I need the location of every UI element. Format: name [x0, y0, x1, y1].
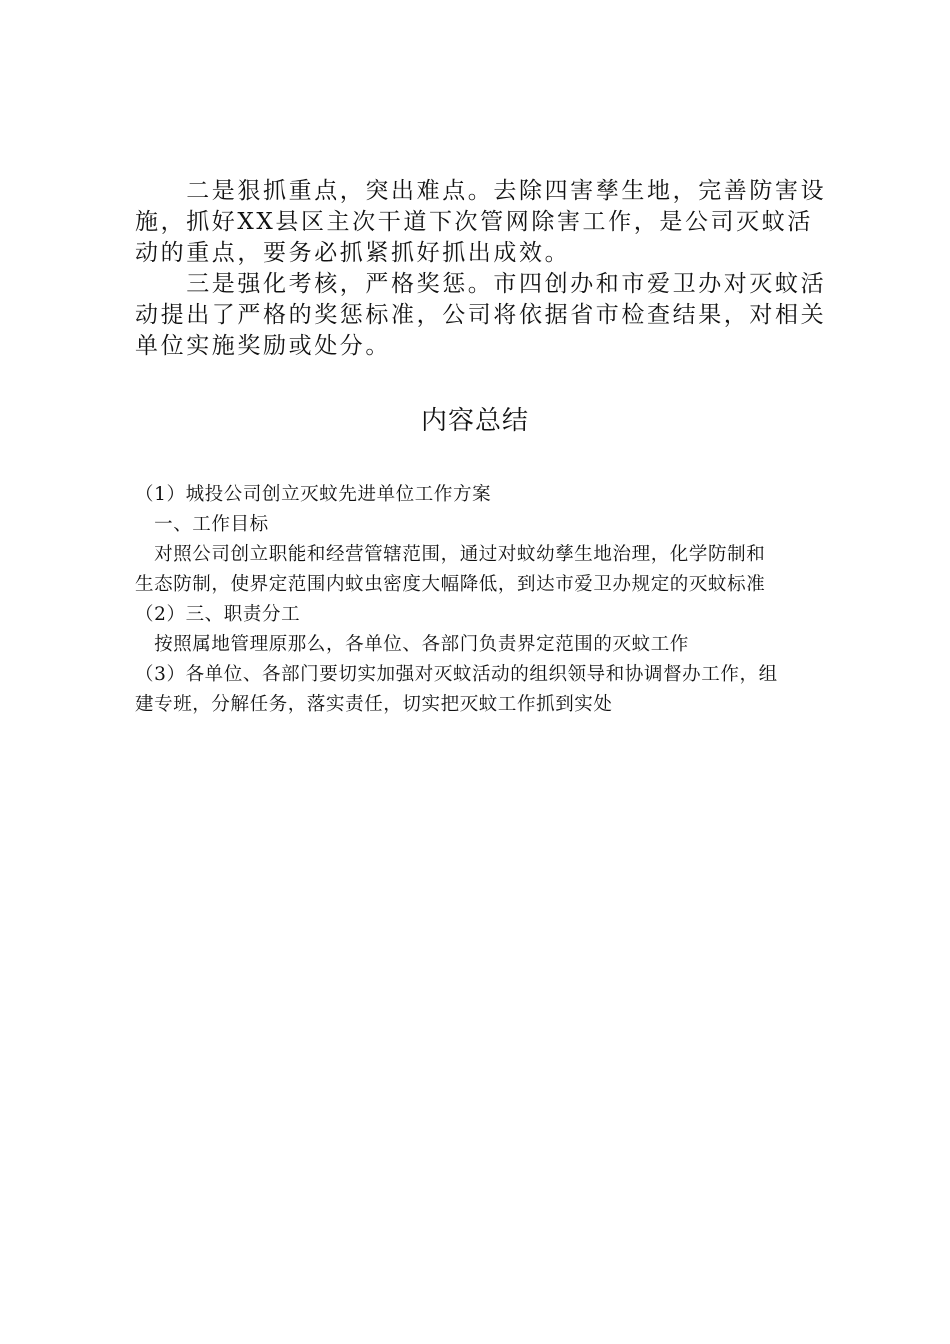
summary-line-1: （1）城投公司创立灭蚊先进单位工作方案: [135, 484, 492, 505]
summary-line-4: 生态防制，使界定范围内蚊虫密度大幅降低，到达市爱卫办规定的灭蚊标准: [135, 574, 766, 595]
paragraph-1-line-2: 施，抓好XX县区主次干道下次管网除害工作，是公司灭蚊活: [135, 209, 813, 235]
summary-line-6: 按照属地管理原那么，各单位、各部门负责界定范围的灭蚊工作: [135, 634, 689, 655]
paragraph-1-line-1: 二是狠抓重点，突出难点。去除四害孳生地，完善防害设: [135, 178, 827, 204]
paragraph-2-line-3: 单位实施奖励或处分。: [135, 333, 391, 359]
summary-line-7: （3）各单位、各部门要切实加强对灭蚊活动的组织领导和协调督办工作，组: [135, 664, 778, 685]
paragraph-2-line-1: 三是强化考核，严格奖惩。市四创办和市爱卫办对灭蚊活: [135, 271, 827, 297]
summary-line-5: （2）三、职责分工: [135, 604, 301, 625]
summary-heading: 内容总结: [420, 406, 529, 436]
summary-line-3: 对照公司创立职能和经营管辖范围，通过对蚊幼孳生地治理，化学防制和: [135, 544, 766, 565]
summary-line-2: 一、工作目标: [135, 514, 269, 535]
paragraph-1-line-3: 动的重点，要务必抓紧抓好抓出成效。: [135, 240, 571, 266]
summary-line-8: 建专班，分解任务，落实责任，切实把灭蚊工作抓到实处: [135, 694, 613, 715]
paragraph-2-line-2: 动提出了严格的奖惩标准，公司将依据省市检查结果，对相关: [135, 302, 827, 328]
